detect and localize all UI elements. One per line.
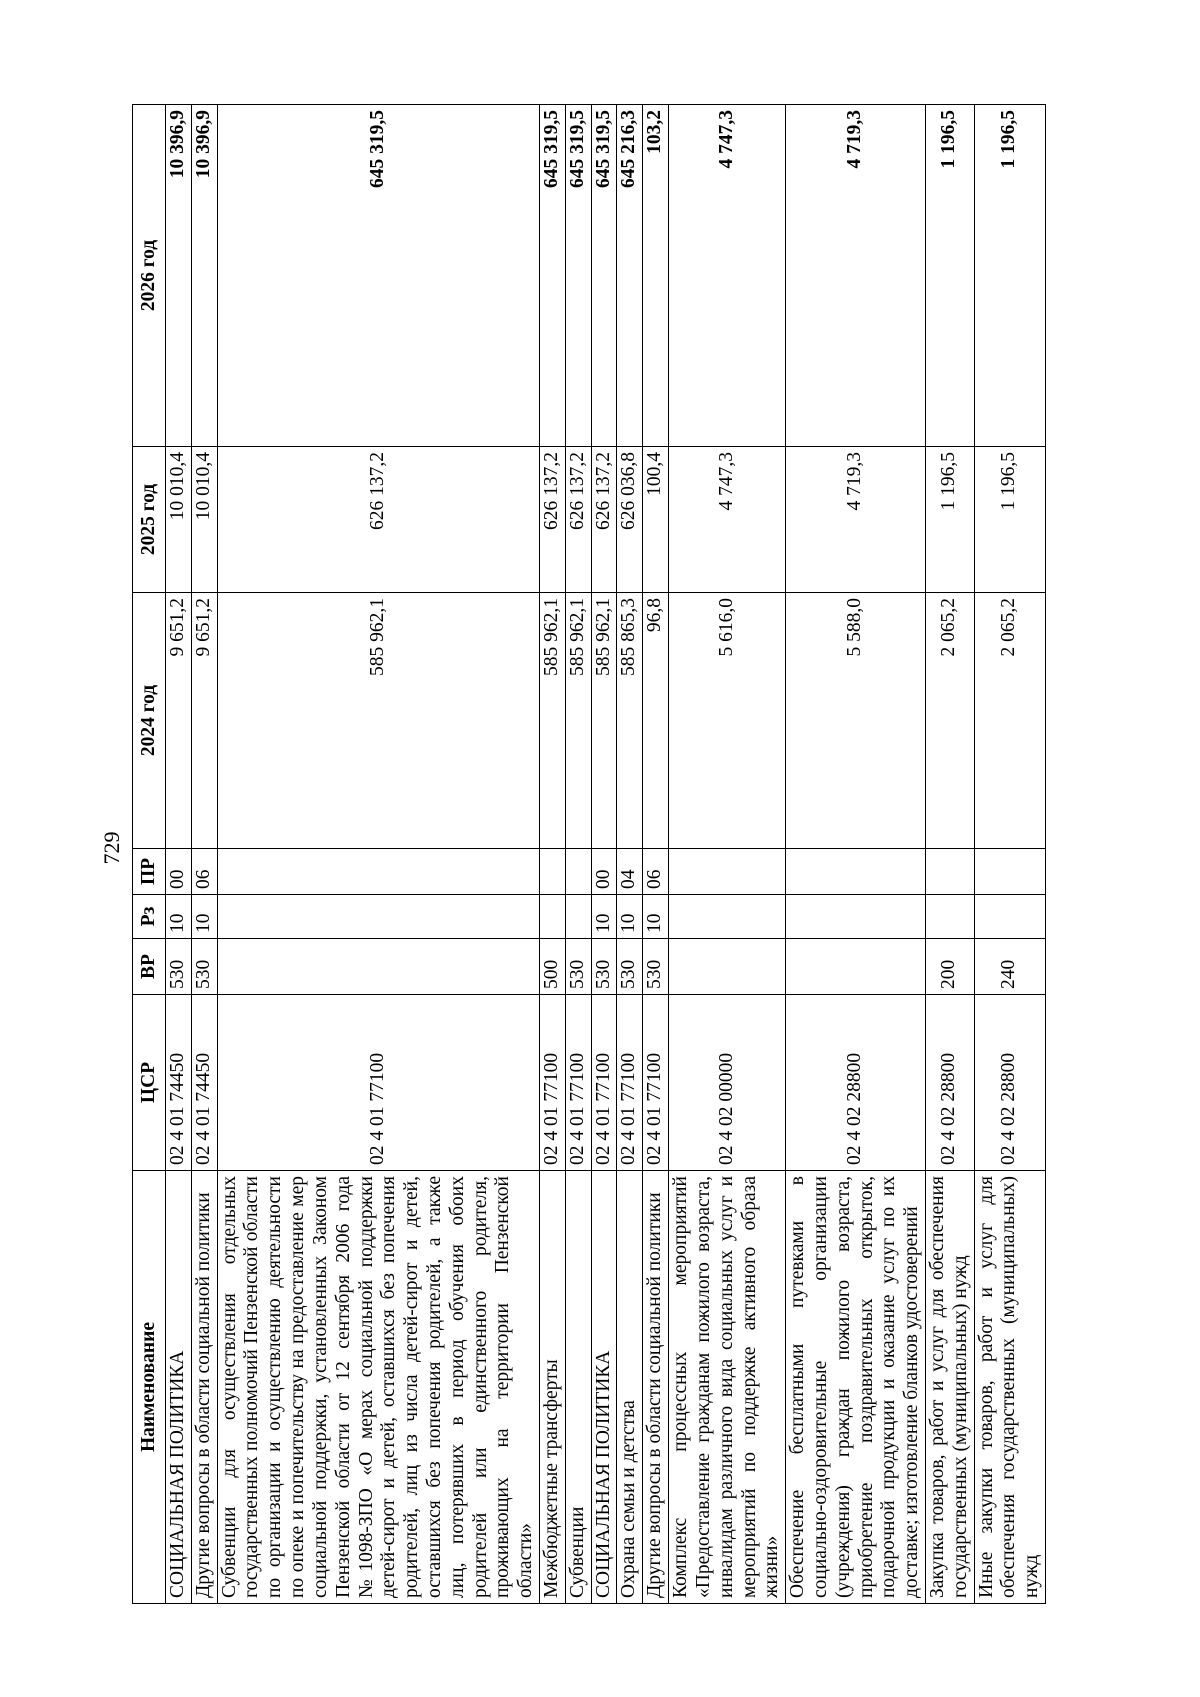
table-row [786,105,926,1604]
cell-2025: 100,4 [643,447,669,593]
cell-rz: 10 [591,895,617,939]
cell-rz [974,895,1045,939]
cell-vr: 240 [974,939,1045,995]
cell-name: Комплекс процессных мероприятий «Предоставление гражданам пожилого возраста, инвалидам различного вида социальных услуг и мероприятий по поддержке активного образа жизни» [669,1171,786,1604]
cell-2026: 10 396,9 [166,105,192,447]
table-row [191,105,217,1604]
cell-name: Обеспечение бесплатными путевками в социально-оздоровительные организации (учреждения) граждан пожилого возраста, приобретение поздравительных открыток, подарочной продукции и оказание услуг по их доставке; изготовление бланков удостоверений [786,1171,926,1604]
cell-2025: 626 137,2 [565,447,591,593]
header-vr: ВР [133,939,166,995]
cell-csr: 02 4 01 74450 [191,995,217,1171]
cell-2025: 1 196,5 [926,447,975,593]
header-csr: ЦСР [133,995,166,1171]
cell-csr: 02 4 02 28800 [926,995,975,1171]
cell-2026: 645 216,3 [617,105,643,447]
cell-2026: 10 396,9 [191,105,217,447]
cell-csr: 02 4 01 77100 [617,995,643,1171]
cell-csr: 02 4 01 77100 [565,995,591,1171]
cell-rz: 10 [617,895,643,939]
cell-pr: 00 [166,849,192,895]
page-number: 729 [99,831,124,865]
cell-rz [540,895,566,939]
cell-2026: 645 319,5 [540,105,566,447]
cell-2026: 4 719,3 [786,105,926,447]
header-2025: 2025 год [133,447,166,593]
header-2024: 2024 год [133,593,166,849]
header-pr: ПР [133,849,166,895]
cell-name: СОЦИАЛЬНАЯ ПОЛИТИКА [166,1171,192,1604]
cell-2024: 585 865,3 [617,593,643,849]
cell-csr: 02 4 02 28800 [974,995,1045,1171]
cell-pr [926,849,975,895]
cell-2025: 626 137,2 [217,447,539,593]
table-row [565,105,591,1604]
cell-2026: 645 319,5 [217,105,539,447]
table-row [617,105,643,1604]
table-row [643,105,669,1604]
cell-pr: 04 [617,849,643,895]
cell-name: Другие вопросы в области социальной политики [191,1171,217,1604]
cell-name: Охрана семьи и детства [617,1171,643,1604]
cell-2024: 585 962,1 [217,593,539,849]
cell-pr [565,849,591,895]
cell-2024: 9 651,2 [191,593,217,849]
cell-rz [786,895,926,939]
cell-2025: 626 137,2 [540,447,566,593]
cell-vr [217,939,539,995]
cell-csr: 02 4 01 77100 [591,995,617,1171]
cell-2025: 4 719,3 [786,447,926,593]
table-row [166,105,192,1604]
table-row [217,105,539,1604]
cell-csr: 02 4 01 74450 [166,995,192,1171]
cell-rz [217,895,539,939]
cell-rz [669,895,786,939]
cell-2024: 9 651,2 [166,593,192,849]
cell-pr [669,849,786,895]
cell-2025: 4 747,3 [669,447,786,593]
table-header-row [133,105,166,1604]
cell-csr: 02 4 01 77100 [643,995,669,1171]
cell-pr: 06 [643,849,669,895]
cell-2024: 585 962,1 [565,593,591,849]
cell-name: Закупка товаров, работ и услуг для обеспечения государственных (муниципальных) нужд [926,1171,975,1604]
cell-pr: 00 [591,849,617,895]
cell-vr: 200 [926,939,975,995]
cell-rz [926,895,975,939]
cell-2025: 10 010,4 [166,447,192,593]
cell-2025: 1 196,5 [974,447,1045,593]
cell-rz: 10 [643,895,669,939]
cell-2026: 645 319,5 [591,105,617,447]
cell-2024: 585 962,1 [591,593,617,849]
rotated-table-wrapper [132,105,1062,1604]
table-row [591,105,617,1604]
cell-vr: 530 [617,939,643,995]
cell-rz: 10 [166,895,192,939]
cell-2025: 626 137,2 [591,447,617,593]
cell-name: Субвенции [565,1171,591,1604]
cell-pr [217,849,539,895]
cell-2025: 10 010,4 [191,447,217,593]
cell-2024: 585 962,1 [540,593,566,849]
header-rz: Рз [133,895,166,939]
cell-csr: 02 4 02 00000 [669,995,786,1171]
cell-pr [786,849,926,895]
cell-2026: 4 747,3 [669,105,786,447]
budget-table [132,104,1046,1604]
cell-name: Иные закупки товаров, работ и услуг для обеспечения государственных (муниципальных) нужд [974,1171,1045,1604]
cell-csr: 02 4 01 77100 [217,995,539,1171]
cell-rz [565,895,591,939]
cell-vr: 530 [166,939,192,995]
cell-2026: 1 196,5 [974,105,1045,447]
table-row [926,105,975,1604]
cell-vr: 500 [540,939,566,995]
cell-vr [786,939,926,995]
cell-2025: 626 036,8 [617,447,643,593]
cell-name: Межбюджетные трансферты [540,1171,566,1604]
cell-2026: 103,2 [643,105,669,447]
cell-2024: 96,8 [643,593,669,849]
cell-2026: 645 319,5 [565,105,591,447]
table-row [540,105,566,1604]
cell-2026: 1 196,5 [926,105,975,447]
cell-name: Субвенции для осуществления отдельных государственных полномочий Пензенской области по организации и осуществлению деятельности по опеке и попечительству на предоставление мер социальной поддержки, установленных Законом Пензенской области от 12 сентября 2006 года №1098-ЗПО «О мерах социальной поддержки детей-сирот и детей, оставшихся без попечения родителей, лиц из числа детей-сирот и детей, оставшихся без попечения родителей, а также лиц, потерявших в период обучения обоих родителей или единственного родителя, проживающих на территории Пензенской области» [217,1171,539,1604]
cell-csr: 02 4 02 28800 [786,995,926,1171]
cell-pr [974,849,1045,895]
cell-pr: 06 [191,849,217,895]
cell-vr: 530 [591,939,617,995]
cell-vr: 530 [191,939,217,995]
table-row [669,105,786,1604]
cell-2024: 5 588,0 [786,593,926,849]
cell-2024: 2 065,2 [974,593,1045,849]
table-row [974,105,1045,1604]
cell-name: СОЦИАЛЬНАЯ ПОЛИТИКА [591,1171,617,1604]
cell-name: Другие вопросы в области социальной политики [643,1171,669,1604]
cell-rz: 10 [191,895,217,939]
header-2026: 2026 год [133,105,166,447]
header-name: Наименование [133,1171,166,1604]
cell-vr: 530 [565,939,591,995]
cell-2024: 5 616,0 [669,593,786,849]
cell-vr [669,939,786,995]
cell-vr: 530 [643,939,669,995]
cell-csr: 02 4 01 77100 [540,995,566,1171]
cell-pr [540,849,566,895]
cell-2024: 2 065,2 [926,593,975,849]
